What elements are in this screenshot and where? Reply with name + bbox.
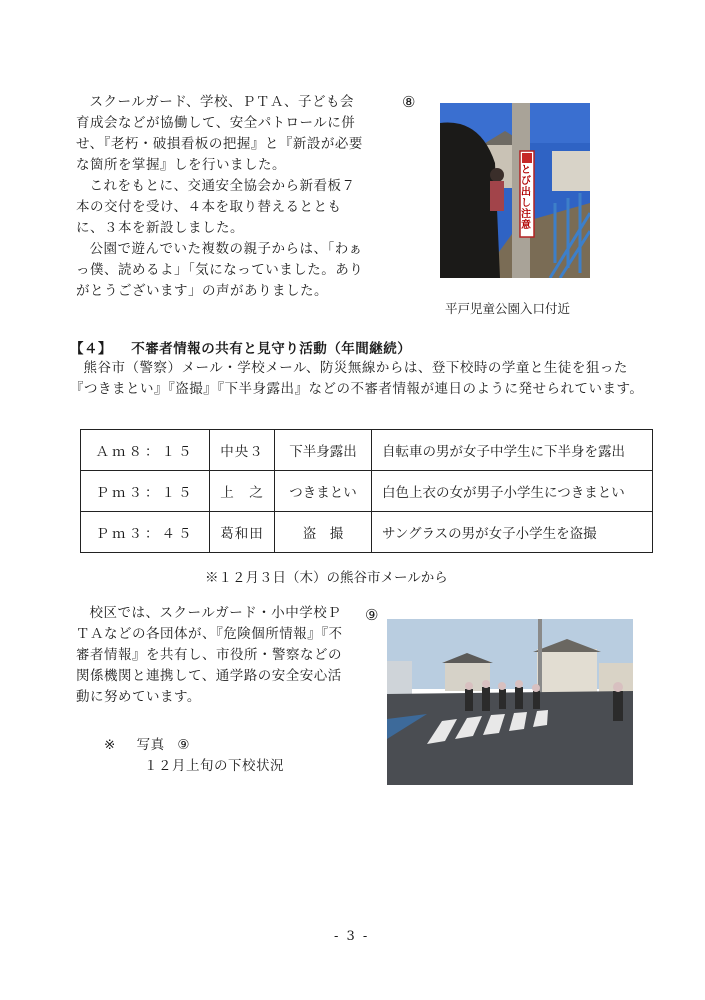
page-number: - 3 - <box>334 929 370 944</box>
photo-8-number: ⑧ <box>402 93 416 111</box>
incident-table <box>80 429 653 553</box>
table-cell-type: 盗 撮 <box>275 512 372 553</box>
photo-note-label: 写真 <box>136 737 165 753</box>
table-row <box>81 471 653 512</box>
table-cell-type: つきまとい <box>275 471 372 512</box>
photo-9-image <box>387 619 633 785</box>
table-note: ※１２月３日（木）の熊谷市メールから <box>205 570 448 586</box>
table-row <box>81 512 653 553</box>
table-cell-place: 上 之 <box>210 471 275 512</box>
table-cell-desc: 白色上衣の女が男子小学生につきまとい <box>372 471 653 512</box>
section-4-number: 【４】 <box>70 341 112 357</box>
photo-9-note-caption: １２月上旬の下校状況 <box>144 758 284 774</box>
table-cell-time: Ｐｍ３：１５ <box>81 471 210 512</box>
intro-paragraph-1: スクールガード、学校、ＰＴＡ、子ども会育成会などが協働して、安全パトロールに併せ、『老朽・破損看板の把握』と『新設が必要な箇所を掌握』しを行いました。 <box>76 94 363 173</box>
photo-8-caption: 平戸児童公園入口付近 <box>445 301 571 316</box>
section-4-paragraph-2 <box>76 603 344 708</box>
section-4-body: 熊谷市（警察）メール・学校メール、防災無線からは、登下校時の学童と生徒を狙った『つきまとい』『盗撮』『下半身露出』などの不審者情報が連日のように発せられています。 <box>70 360 644 397</box>
intro-paragraph-2: これをもとに、交通安全協会から新看板７本の交付を受け、４本を取り替えるとともに、３本を新設しました。 <box>76 178 356 236</box>
photo-8-sign-text: とび出し注意 <box>521 165 531 231</box>
photo-9 <box>387 619 633 785</box>
photo-9-note <box>104 735 190 756</box>
table-cell-place: 葛和田 <box>210 512 275 553</box>
table-cell-time: Ｐｍ３：４５ <box>81 512 210 553</box>
table-cell-type: 下半身露出 <box>275 430 372 471</box>
photo-note-number: ⑨ <box>177 737 191 753</box>
photo-8 <box>440 103 590 278</box>
table-cell-place: 中央３ <box>210 430 275 471</box>
section-4-title: 不審者情報の共有と見守り活動（年間継続） <box>131 341 412 357</box>
intro-paragraph-3: 公園で遊んでいた複数の親子からは、「わぁっ僕、読めるよ」「気になっていました。ありがとうございます」の声がありました。 <box>76 241 364 299</box>
photo-note-mark: ※ <box>104 737 116 753</box>
section-4-heading <box>70 337 411 357</box>
intro-text <box>76 92 366 302</box>
section-4-paragraph-2-text: 校区では、スクールガード・小中学校ＰＴＡなどの各団体が、『危険個所情報』『不審者情報』を共有し、市役所・警察などの関係機関と連携して、通学路の安全安心活動に努めています。 <box>76 605 343 705</box>
table-row <box>81 430 653 471</box>
table-cell-desc: 自転車の男が女子中学生に下半身を露出 <box>372 430 653 471</box>
photo-8-image <box>440 103 590 278</box>
photo-9-number: ⑨ <box>365 606 379 624</box>
table-cell-desc: サングラスの男が女子小学生を盗撮 <box>372 512 653 553</box>
table-cell-time: Ａｍ８：１５ <box>81 430 210 471</box>
